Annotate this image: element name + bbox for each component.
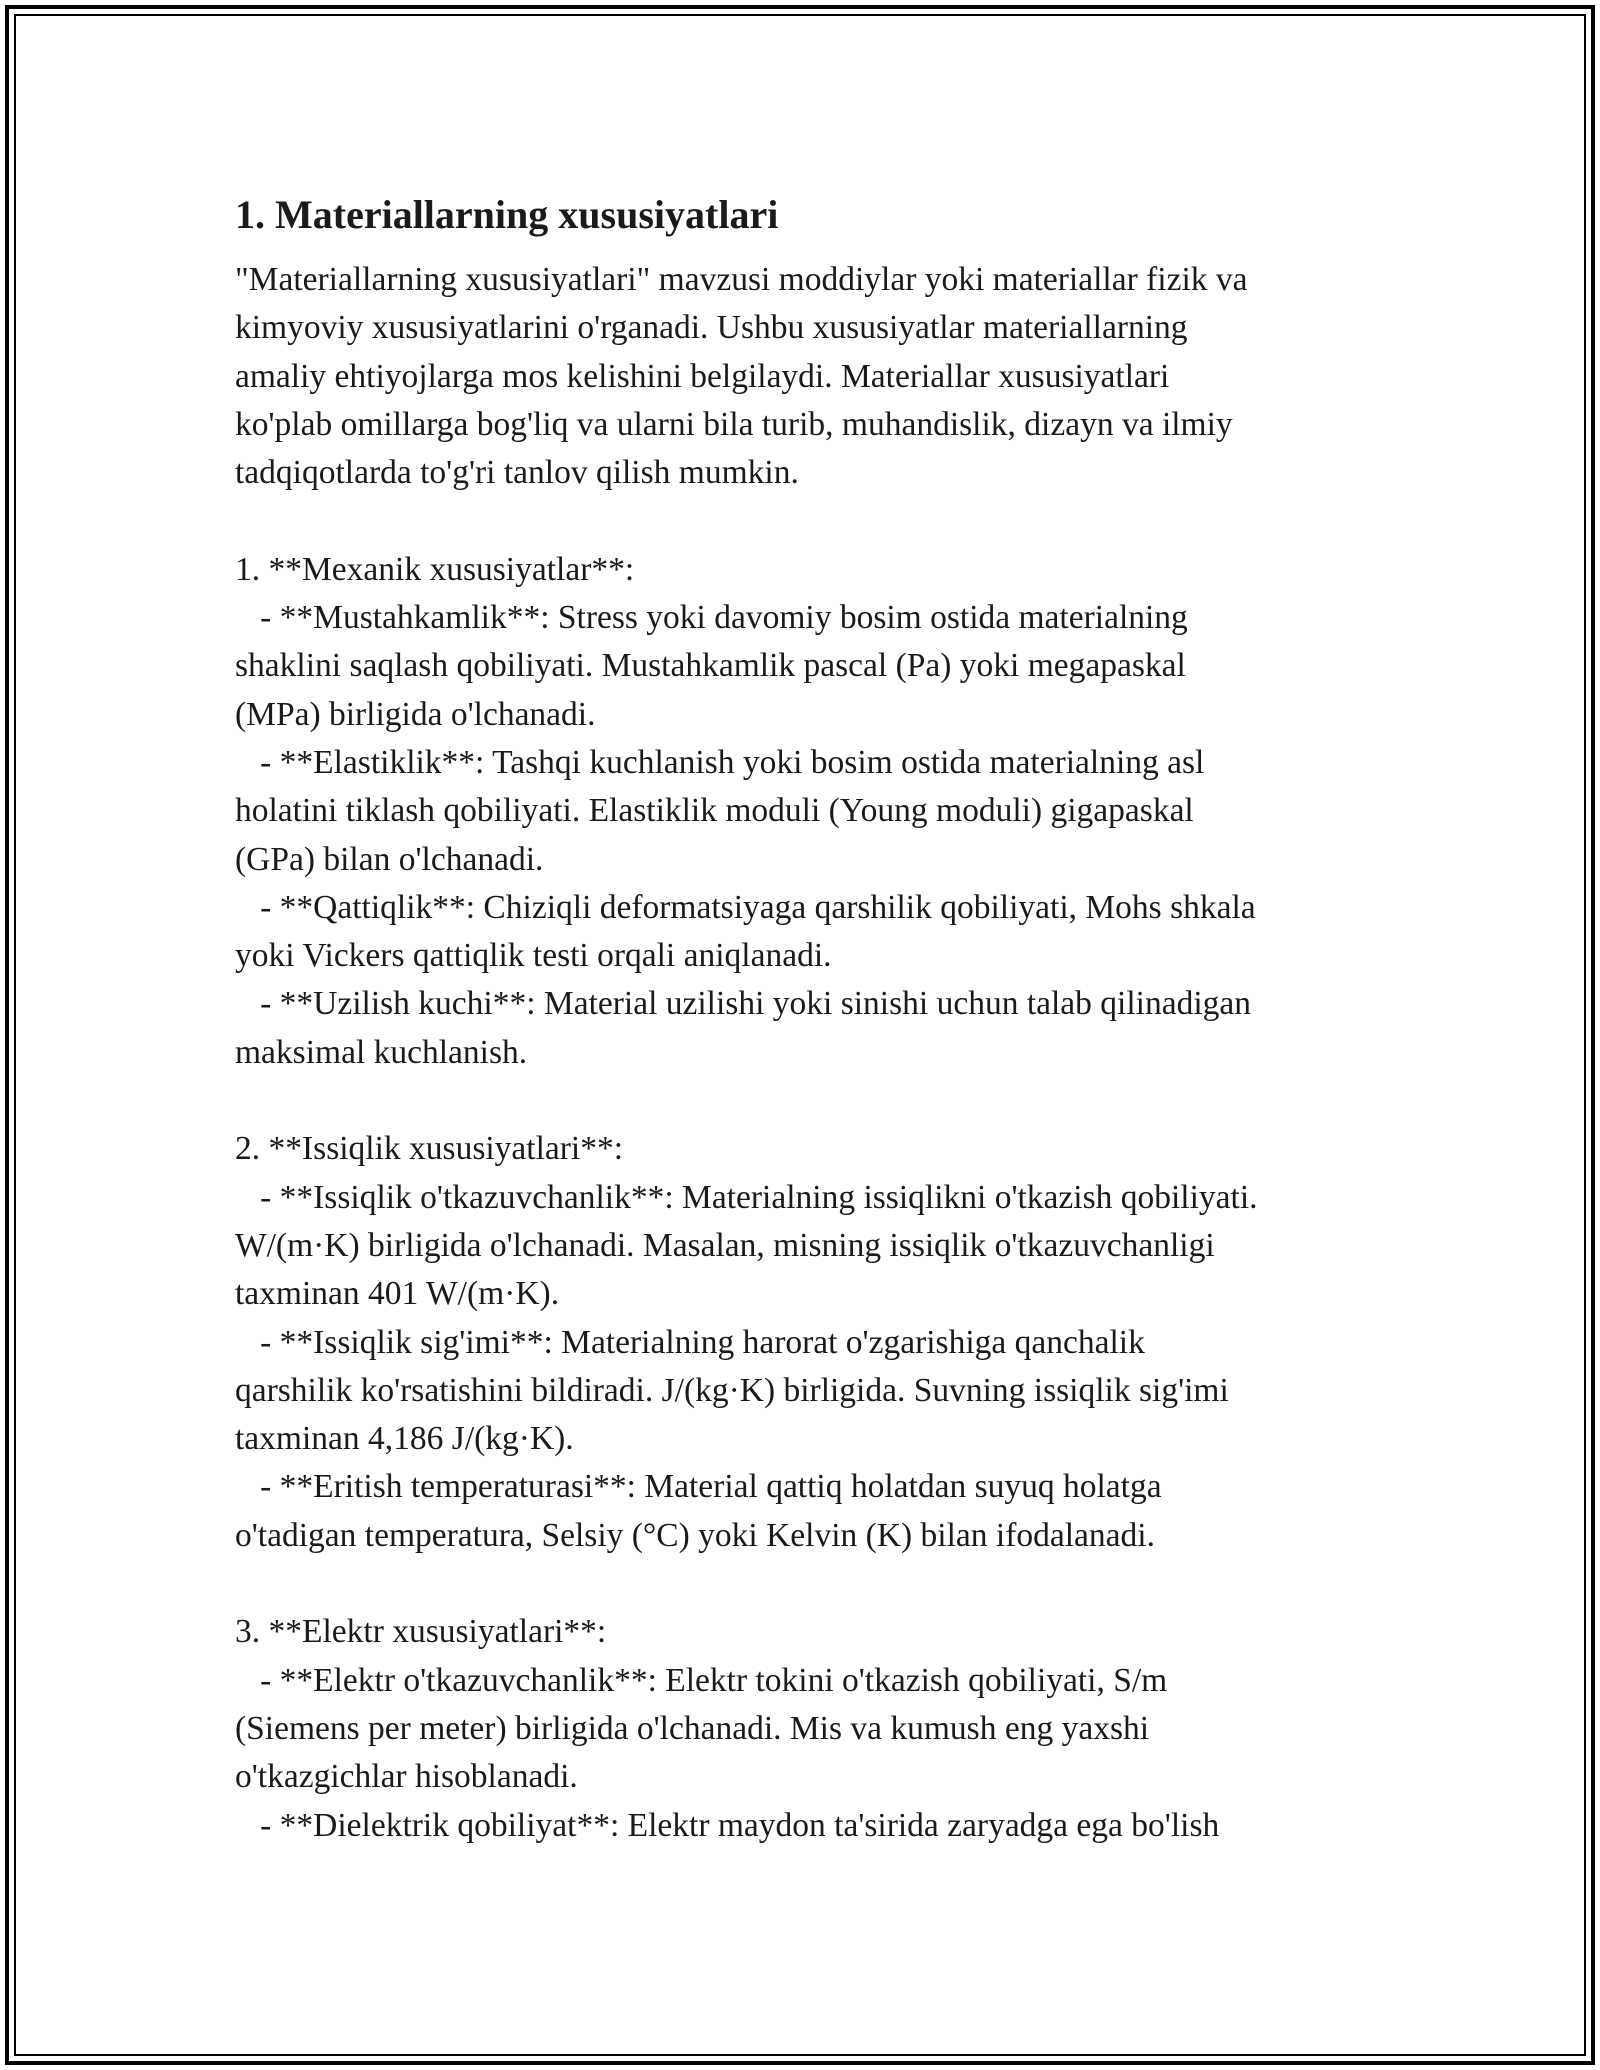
document-heading: 1. Materiallarning xususiyatlari <box>235 192 779 237</box>
document-content <box>235 188 1385 1850</box>
document-body: "Materiallarning xususiyatlari" mavzusi moddiylar yoki materiallar fizik va kimyoviy xususiyatlarini o'rganadi. Ushbu xususiyatlar materiallarning amaliy ehtiyojlarga mos kelishini belgilaydi. Materiallar xususiyatlari ko'plab omillarga bog'liq va ularni bila turib, muhandislik, dizayn va ilmiy tadqiqotlarda to'g'ri tanlov qilish mumkin. 1. **Mexanik xususiyatlar**: - **Mustahkamlik**: Stress yoki davomiy bosim ostida materialning shaklini saqlash qobiliyati. Mustahkamlik pascal (Pa) yoki megapaskal (MPa) birligida o'lchanadi. - **Elastiklik**: Tashqi kuchlanish yoki bosim ostida materialning asl holatini tiklash qobiliyati. Elastiklik moduli (Young moduli) gigapaskal (GPa) bilan o'lchanadi. - **Qattiqlik**: Chiziqli deformatsiyaga qarshilik qobiliyati, Mohs shkala yoki Vickers qattiqlik testi orqali aniqlanadi. - **Uzilish kuchi**: Material uzilishi yoki sinishi uchun talab qilinadigan maksimal kuchlanish. 2. **Issiqlik xususiyatlari**: - **Issiqlik o'tkazuvchanlik**: Materialning issiqlikni o'tkazish qobiliyati. W/(m·K) birligida o'lchanadi. Masalan, misning issiqlik o'tkazuvchanligi taxminan 401 W/(m·K). - **Issiqlik sig'imi**: Materialning harorat o'zgarishiga qanchalik qarshilik ko'rsatishini bildiradi. J/(kg·K) birligida. Suvning issiqlik sig'imi taxminan 4,186 J/(kg·K). - **Eritish temperaturasi**: Material qattiq holatdan suyuq holatga o'tadigan temperatura, Selsiy (°C) yoki Kelvin (K) bilan ifodalanadi. 3. **Elektr xususiyatlari**: - **Elektr o'tkazuvchanlik**: Elektr tokini o'tkazish qobiliyati, S/m (Siemens per meter) birligida o'lchanadi. Mis va kumush eng yaxshi o'tkazgichlar hisoblanadi. - **Dielektrik qobiliyat**: Elektr maydon ta'sirida zaryadga ega bo'lish <box>235 261 1258 1844</box>
